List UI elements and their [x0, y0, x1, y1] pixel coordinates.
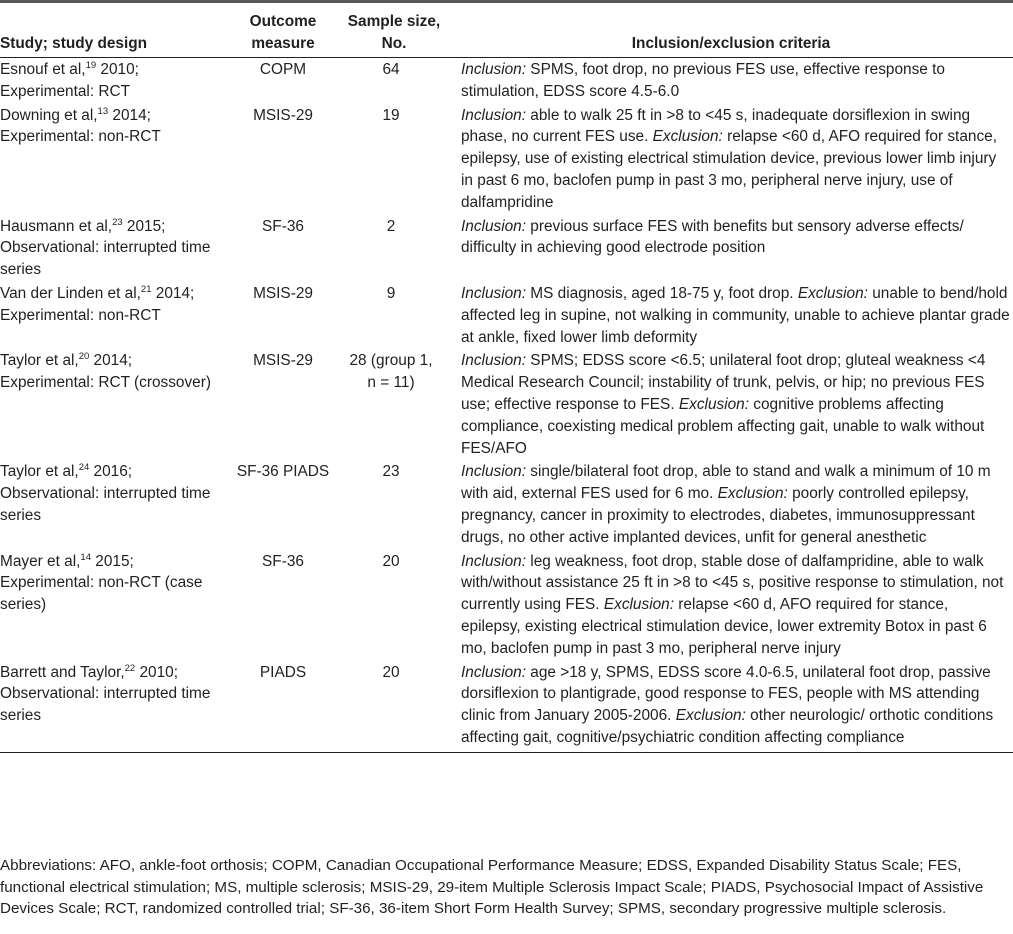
outcome-cell: COPM: [259, 61, 307, 78]
sample-size-cell: [339, 550, 449, 661]
outcome-cell: PIADS: [227, 661, 339, 753]
inclusion-text: SPMS; EDSS score <6.5; unilateral foot drop; gluteal weakness <4 Medical Research Council; instability of trunk, pelvis, or hip; no previous FES use; effective response to FES.: [461, 352, 986, 413]
reference-number: 21: [140, 283, 152, 295]
criteria-cell: [449, 104, 1013, 215]
study-design: Experimental: RCT: [0, 82, 131, 100]
study-design: Experimental: non-RCT: [0, 306, 161, 324]
outcome-cell: SF-36: [262, 217, 304, 235]
study-year: 2015;: [122, 217, 166, 235]
table-row: [0, 58, 1013, 104]
inclusion-text: able to walk 25 ft in >8 to <45 s, inadequate dorsiflexion in swing phase, no current FES use.: [461, 106, 971, 146]
inclusion-text: MS diagnosis, aged 18-75 y, foot drop.: [526, 284, 798, 302]
study-author: Mayer et al,: [0, 552, 81, 570]
exclusion-label: Exclusion:: [678, 395, 750, 413]
exclusion-text: other neurologic/ orthotic conditions affecting gait, cognitive/psychiatric condition affecting compliance: [461, 707, 994, 746]
study-year: 2010;: [96, 61, 139, 78]
study-cell: [0, 460, 227, 549]
header-sample-line2: No.: [381, 34, 407, 52]
inclusion-text: previous surface FES with benefits but sensory adverse effects/ difficulty in achieving good electrode position: [461, 217, 964, 257]
inclusion-text: SPMS, foot drop, no previous FES use, effective response to stimulation, EDSS score 4.5-6.0: [461, 61, 945, 100]
study-author: Esnouf et al,: [0, 61, 86, 78]
outcome-cell: MSIS-29: [253, 352, 313, 370]
criteria-cell: [449, 58, 1013, 104]
table-row: [0, 349, 1013, 460]
criteria-cell: [449, 282, 1013, 349]
exclusion-label: Exclusion:: [675, 707, 746, 725]
study-year: 2010;: [135, 663, 178, 681]
study-cell: [0, 282, 227, 349]
study-cell: [0, 104, 227, 215]
reference-number: 19: [85, 60, 97, 71]
study-design: Experimental: non-RCT: [0, 128, 161, 146]
outcome-cell: SF-36 PIADS: [236, 463, 330, 481]
header-study-label: Study; study design: [0, 34, 148, 52]
inclusion-label: Inclusion:: [461, 217, 527, 235]
study-author: Van der Linden et al,: [0, 284, 141, 302]
study-year: 2014;: [151, 284, 195, 302]
study-author: Taylor et al,: [0, 352, 79, 370]
outcome-cell: MSIS-29: [253, 284, 313, 302]
study-cell: [0, 215, 227, 282]
table-row: [0, 460, 1013, 549]
criteria-cell: [449, 460, 1013, 549]
study-design: Observational: interrupted time series: [0, 239, 211, 279]
sample-size: 23: [382, 463, 400, 481]
sample-size: 20: [382, 552, 400, 570]
sample-size-cell: [339, 104, 449, 215]
criteria-cell: [449, 349, 1013, 460]
exclusion-label: Exclusion:: [717, 485, 788, 503]
header-sample: [339, 11, 449, 58]
table-row: [0, 215, 1013, 282]
exclusion-text: cognitive problems affecting compliance, coexisting medical problem affecting gait, unable to walk without FES/AFO: [461, 395, 985, 457]
sample-size-detail: n = 11): [367, 374, 415, 392]
study-cell: [0, 550, 227, 661]
inclusion-text: leg weakness, foot drop, stable dose of dalfampridine, able to walk with/without assistance 25 ft in >8 to <45 s, positive response to stimulation, not currently using FES.: [461, 552, 1004, 614]
header-criteria: [449, 11, 1013, 58]
top-rule: [0, 0, 1013, 3]
inclusion-text: age >18 y, SPMS, EDSS score 4.0-6.5, unilateral foot drop, passive dorsiflexion to plantigrade, good response to FES, people with MS attending clinic from January 2005-2006.: [461, 663, 991, 725]
sample-size-cell: [339, 58, 449, 104]
exclusion-text: unable to bend/hold affected leg in supine, not walking in community, unable to achieve plantar grade at ankle, fixed lower limb deformity: [461, 284, 1010, 346]
outcome-cell: SF-36: [262, 552, 304, 570]
table-row: [0, 661, 1013, 753]
sample-size-cell: [339, 215, 449, 282]
study-criteria-table: [0, 11, 1013, 753]
exclusion-text: relapse <60 d, AFO required for stance, epilepsy, existing electrical stimulation device, lower extremity Botox in past 6 mo, baclofen pump in past 3 mo, peripheral nerve injury: [461, 596, 987, 657]
header-study: [0, 11, 227, 58]
table-row: [0, 282, 1013, 349]
reference-number: 20: [78, 351, 90, 363]
study-design: Experimental: non-RCT (case series): [0, 574, 203, 614]
criteria-cell: [449, 661, 1013, 753]
header-criteria-label: Inclusion/exclusion criteria: [631, 34, 831, 52]
inclusion-label: Inclusion:: [461, 106, 527, 124]
reference-number: 13: [97, 105, 109, 117]
table-row: [0, 550, 1013, 661]
study-year: 2016;: [89, 463, 133, 481]
inclusion-label: Inclusion:: [461, 463, 527, 481]
inclusion-text: single/bilateral foot drop, able to stand and walk a minimum of 10 m with aid, external FES used for 6 mo.: [461, 463, 991, 503]
reference-number: 24: [78, 462, 90, 474]
exclusion-text: relapse <60 d, AFO required for stance, epilepsy, use of existing electrical stimulation device, previous lower limb injury in past 6 mo, baclofen pump in past 3 mo, peripheral nerve injury, use of dalfampridine: [461, 128, 997, 211]
sample-size: 9: [386, 284, 396, 302]
study-cell: [0, 349, 227, 460]
sample-size: 19: [382, 106, 400, 124]
table-row: [0, 104, 1013, 215]
sample-size-cell: [339, 282, 449, 349]
study-year: 2014;: [108, 106, 151, 124]
header-outcome-line1: Outcome: [249, 13, 317, 30]
study-design: Observational: interrupted time series: [0, 485, 211, 524]
study-design: Experimental: RCT (crossover): [0, 374, 211, 392]
study-design: Observational: interrupted time series: [0, 685, 211, 725]
header-sample-line1: Sample size,: [347, 13, 441, 30]
exclusion-text: poorly controlled epilepsy, pregnancy, cancer in proximity to electrodes, diabetes, immunosuppressant drugs, no other active implanted devices, unfit for general anesthetic: [461, 485, 975, 546]
reference-number: 22: [124, 662, 136, 674]
inclusion-label: Inclusion:: [461, 61, 527, 78]
inclusion-label: Inclusion:: [461, 663, 527, 681]
exclusion-label: Exclusion:: [652, 128, 723, 146]
study-year: 2015;: [90, 552, 134, 570]
inclusion-label: Inclusion:: [461, 552, 527, 570]
outcome-cell: MSIS-29: [253, 106, 313, 124]
exclusion-label: Exclusion:: [797, 284, 868, 302]
reference-number: 23: [112, 216, 123, 228]
inclusion-label: Inclusion:: [461, 352, 527, 370]
header-outcome-line2: measure: [251, 34, 315, 52]
sample-size: 28 (group 1,: [349, 352, 433, 370]
study-author: Downing et al,: [0, 106, 98, 124]
sample-size-cell: [339, 460, 449, 549]
sample-size: 2: [386, 217, 396, 235]
sample-size-cell: [339, 349, 449, 460]
criteria-cell: [449, 215, 1013, 282]
study-author: Barrett and Taylor,: [0, 663, 125, 681]
study-author: Taylor et al,: [0, 463, 79, 481]
inclusion-label: Inclusion:: [461, 284, 527, 302]
header-outcome: [227, 11, 339, 58]
study-cell: [0, 58, 227, 104]
abbreviations-footnote: Abbreviations: AFO, ankle-foot orthosis; COPM, Canadian Occupational Performance Measure; EDSS, Expanded Disability Status Scale; FES, functional electrical stimulation; MS, multiple sclerosis; MSIS-29, 29-item Multiple Sclerosis Impact Scale; PIADS, Psychosocial Impact of Assistive Devices Scale; RCT, randomized controlled trial; SF-36, 36-item Short Form Health Survey; SPMS, secondary progressive multiple sclerosis.: [0, 857, 984, 917]
reference-number: 14: [80, 551, 91, 563]
study-year: 2014;: [89, 352, 133, 370]
sample-size: 64: [382, 61, 400, 78]
criteria-cell: [449, 550, 1013, 661]
exclusion-label: Exclusion:: [603, 596, 675, 614]
header-row: [0, 11, 1013, 58]
study-cell: [0, 661, 227, 753]
sample-size: 20: [382, 663, 400, 681]
sample-size-cell: [339, 661, 449, 753]
study-author: Hausmann et al,: [0, 217, 113, 235]
